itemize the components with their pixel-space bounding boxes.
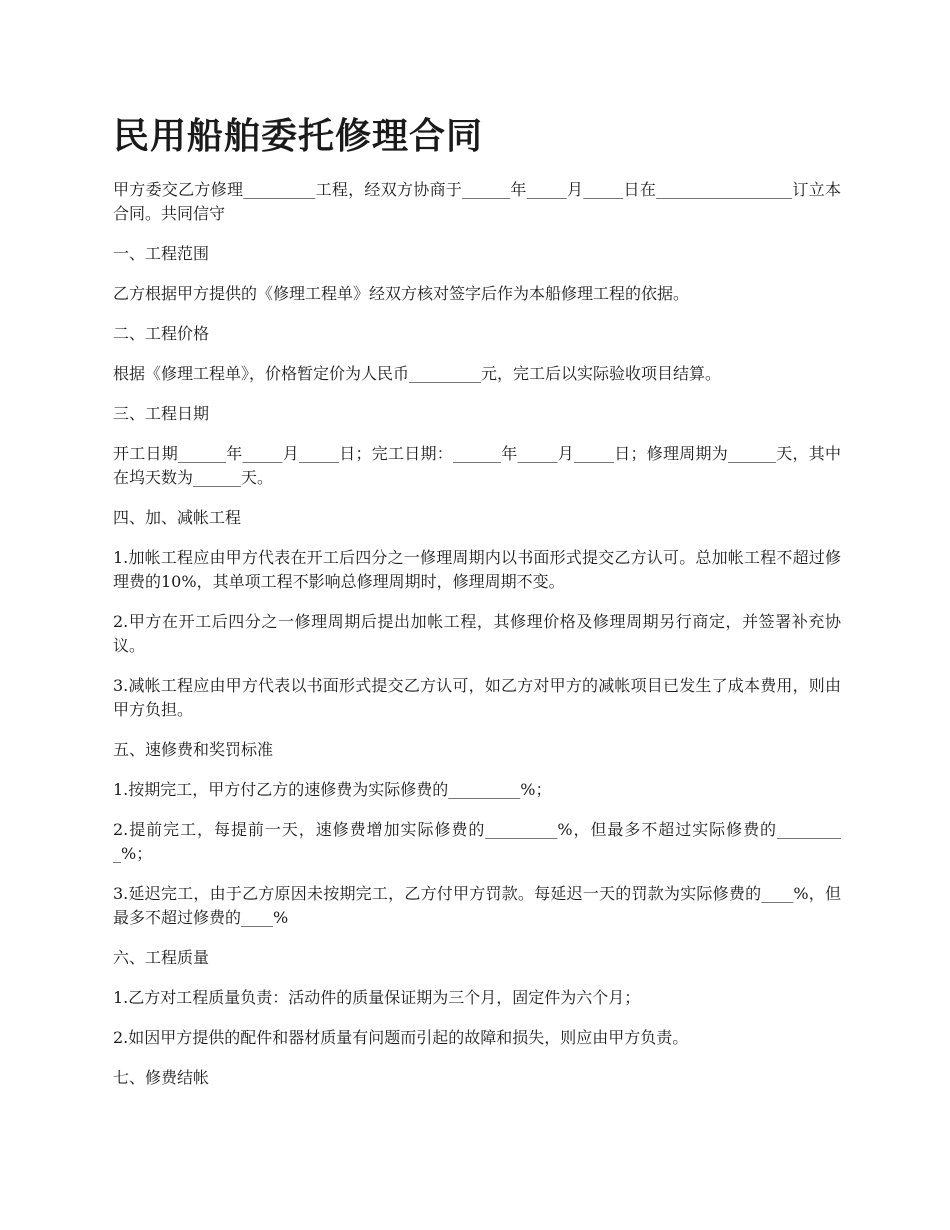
section-2 bbox=[113, 322, 841, 386]
section-paragraph: 乙方根据甲方提供的《修理工程单》经双方核对签字后作为本船修理工程的依据。 bbox=[113, 284, 690, 303]
document-page bbox=[113, 110, 841, 1106]
section-3 bbox=[113, 402, 841, 490]
section-paragraph: 2.甲方在开工后四分之一修理周期后提出加帐工程，其修理价格及修理周期另行商定，并签署补充协议。 bbox=[113, 612, 841, 655]
section-heading: 三、工程日期 bbox=[113, 404, 210, 423]
section-heading: 五、速修费和奖罚标准 bbox=[113, 740, 274, 759]
section-paragraph: 1.按期完工，甲方付乙方的速修费为实际修费的_________%； bbox=[113, 780, 552, 799]
section-heading: 四、加、减帐工程 bbox=[113, 508, 242, 527]
document-title: 民用船舶委托修理合同 bbox=[113, 115, 484, 157]
intro-paragraph: 甲方委交乙方修理_________工程，经双方协商于______年_____月_____日在_________________订立本合同。共同信守 bbox=[113, 180, 841, 223]
section-paragraph: 1.加帐工程应由甲方代表在开工后四分之一修理周期内以书面形式提交乙方认可。总加帐工程不超过修理费的10%，其单项工程不影响总修理周期时，修理周期不变。 bbox=[113, 548, 841, 591]
section-paragraph: 2.如因甲方提供的配件和器材质量有问题而引起的故障和损失，则应由甲方负责。 bbox=[113, 1028, 689, 1047]
section-6 bbox=[113, 946, 841, 1050]
section-paragraph: 1.乙方对工程质量负责：活动件的质量保证期为三个月，固定件为六个月； bbox=[113, 988, 641, 1007]
section-1 bbox=[113, 242, 841, 306]
section-4 bbox=[113, 506, 841, 722]
section-heading: 二、工程价格 bbox=[113, 324, 210, 343]
section-paragraph: 2.提前完工，每提前一天，速修费增加实际修费的_________%，但最多不超过实际修费的_________%； bbox=[113, 820, 841, 863]
section-paragraph: 开工日期______年_____月_____日；完工日期：______年_____月_____日；修理周期为______天，其中在坞天数为______天。 bbox=[113, 444, 841, 487]
section-paragraph: 3.减帐工程应由甲方代表以书面形式提交乙方认可，如乙方对甲方的减帐项目已发生了成本费用，则由甲方负担。 bbox=[113, 676, 841, 719]
section-paragraph: 3.延迟完工，由于乙方原因未按期完工，乙方付甲方罚款。每延迟一天的罚款为实际修费的____%，但最多不超过修费的____% bbox=[113, 884, 841, 927]
section-7 bbox=[113, 1066, 841, 1090]
section-5 bbox=[113, 738, 841, 930]
section-heading: 六、工程质量 bbox=[113, 948, 210, 967]
section-heading: 一、工程范围 bbox=[113, 244, 210, 263]
section-paragraph: 根据《修理工程单》，价格暂定价为人民币_________元，完工后以实际验收项目结算。 bbox=[113, 364, 722, 383]
section-heading: 七、修费结帐 bbox=[113, 1068, 210, 1087]
